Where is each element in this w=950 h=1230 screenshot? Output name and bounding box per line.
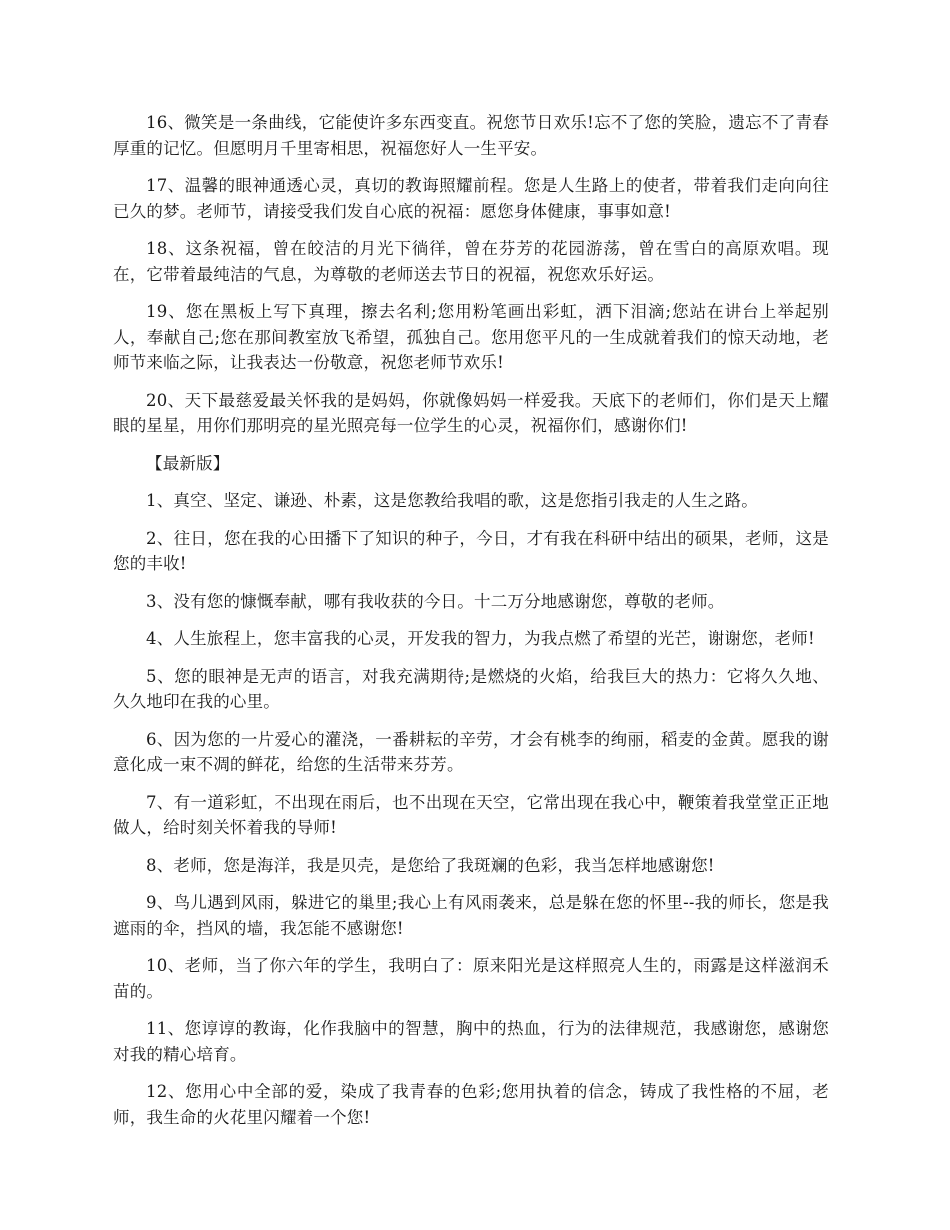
paragraph-8: 8、老师，您是海洋，我是贝壳，是您给了我斑斓的色彩，我当怎样地感谢您! — [146, 855, 715, 875]
paragraph-6: 6、因为您的一片爱心的灌浇，一番耕耘的辛劳，才会有桃李的绚丽，稻麦的金黄。愿我的谢意化成一束不凋的鲜花，给您的生活带来芬芳。 — [113, 729, 829, 774]
paragraph-10: 10、老师，当了你六年的学生，我明白了：原来阳光是这样照亮人生的，雨露是这样滋润禾苗的。 — [113, 956, 829, 1001]
paragraph-5: 5、您的眼神是无声的语言，对我充满期待;是燃烧的火焰，给我巨大的热力：它将久久地、久久地印在我的心里。 — [113, 666, 829, 711]
paragraph-19: 19、您在黑板上写下真理，擦去名利;您用粉笔画出彩虹，洒下泪滴;您站在讲台上举起别人，奉献自己;您在那间教室放飞希望，孤独自己。您用您平凡的一生成就着我们的惊天动地，老师节来临之际，让我表达一份敬意，祝您老师节欢乐! — [113, 302, 829, 372]
paragraph-18: 18、这条祝福，曾在皎洁的月光下徜徉，曾在芬芳的花园游荡，曾在雪白的高原欢唱。现在，它带着最纯洁的气息，为尊敬的老师送去节日的祝福，祝您欢乐好运。 — [113, 239, 829, 284]
paragraph-12: 12、您用心中全部的爱，染成了我青春的色彩;您用执着的信念，铸成了我性格的不屈，老师，我生命的火花里闪耀着一个您! — [113, 1082, 829, 1127]
paragraph-11: 11、您谆谆的教诲，化作我脑中的智慧，胸中的热血，行为的法律规范，我感谢您，感谢您对我的精心培育。 — [113, 1019, 829, 1064]
document-body — [113, 110, 829, 1142]
paragraph-4: 4、人生旅程上，您丰富我的心灵，开发我的智力，为我点燃了希望的光芒，谢谢您，老师! — [146, 629, 815, 648]
paragraph-1: 1、真空、坚定、谦逊、朴素，这是您教给我唱的歌，这是您指引我走的人生之路。 — [146, 491, 758, 510]
paragraph-20: 20、天下最慈爱最关怀我的是妈妈，你就像妈妈一样爱我。天底下的老师们，你们是天上耀眼的星星，用你们那明亮的星光照亮每一位学生的心灵，祝福你们，感谢你们! — [113, 390, 829, 435]
section-heading: 【最新版】 — [146, 453, 230, 473]
paragraph-17: 17、温馨的眼神通透心灵，真切的教诲照耀前程。您是人生路上的使者，带着我们走向向往已久的梦。老师节，请接受我们发自心底的祝福：愿您身体健康，事事如意! — [113, 176, 829, 221]
paragraph-2: 2、往日，您在我的心田播下了知识的种子，今日，才有我在科研中结出的硕果，老师，这是您的丰收! — [113, 528, 829, 573]
paragraph-3: 3、没有您的慷慨奉献，哪有我收获的今日。十二万分地感谢您，尊敬的老师。 — [146, 591, 725, 611]
paragraph-16: 16、微笑是一条曲线，它能使许多东西变直。祝您节日欢乐!忘不了您的笑脸，遗忘不了青春厚重的记忆。但愿明月千里寄相思，祝福您好人一生平安。 — [113, 113, 829, 158]
paragraph-9: 9、鸟儿遇到风雨，躲进它的巢里;我心上有风雨袭来，总是躲在您的怀里--我的师长，您是我遮雨的伞，挡风的墙，我怎能不感谢您! — [113, 893, 829, 938]
paragraph-7: 7、有一道彩虹，不出现在雨后，也不出现在天空，它常出现在我心中，鞭策着我堂堂正正地做人，给时刻关怀着我的导师! — [113, 792, 829, 837]
